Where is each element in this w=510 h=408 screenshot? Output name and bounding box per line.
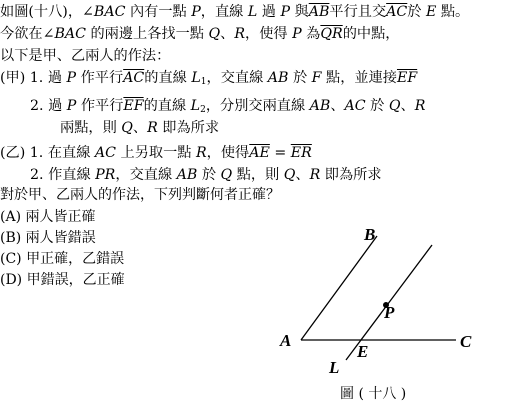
text-frag: 於 <box>288 70 312 86</box>
line-label: L <box>247 4 258 20</box>
label-a: A <box>280 331 292 350</box>
point-label: Q <box>208 26 221 42</box>
method-yi-step-1 <box>0 143 312 163</box>
option-text: 甲錯誤，乙正確 <box>26 272 125 288</box>
subscript: 2 <box>200 105 206 115</box>
line-label: L <box>190 98 201 114</box>
option-text: 兩人皆錯誤 <box>25 230 96 246</box>
method-label: (甲) 1. <box>0 70 44 86</box>
option-d[interactable] <box>0 270 125 290</box>
step-label: 2. <box>30 98 44 114</box>
text-frag: 兩點，則 <box>60 120 122 136</box>
segment-label: $\overline{AE}$ <box>249 145 270 161</box>
segment-label: $\overline{AC}$ <box>386 4 408 20</box>
point-label: R <box>414 98 426 114</box>
option-b[interactable] <box>0 228 96 248</box>
text-frag: 、 <box>220 26 235 42</box>
label-e: E <box>357 342 369 361</box>
method-label: (乙) 1. <box>0 145 44 161</box>
point-label: P <box>66 98 77 114</box>
option-c[interactable] <box>0 249 124 269</box>
text-frag: 點。 <box>436 4 470 20</box>
angle-label: BAC <box>93 4 126 20</box>
point-label: R <box>195 145 207 161</box>
text-frag: 、 <box>400 98 415 114</box>
text-frag: 即為所求 <box>320 167 382 183</box>
point-label: Q <box>283 167 296 183</box>
point-label: P <box>292 26 302 42</box>
point-label: Q <box>121 120 133 136</box>
segment-label: $\overline{QR}$ <box>320 26 343 42</box>
text-frag: 平行且交 <box>329 4 387 20</box>
option-label: (B) <box>0 230 22 246</box>
methods-intro: 以下是甲、乙兩人的作法： <box>0 48 171 64</box>
label-l: L <box>329 358 340 377</box>
text-frag: 的直線 <box>143 98 191 114</box>
point-label: Q <box>220 167 233 183</box>
option-text: 甲正確，乙錯誤 <box>26 251 125 267</box>
text-frag: ，交直線 <box>206 70 268 86</box>
text-frag: ，直線 <box>200 4 248 20</box>
text-frag: 即為所求 <box>157 120 220 136</box>
line-label: AB <box>267 70 289 86</box>
segment-label: $\overline{ER}$ <box>290 145 312 161</box>
line-label: AB <box>176 167 198 183</box>
problem-goal-line <box>0 24 399 44</box>
text-frag: 上另取一點 <box>116 145 196 161</box>
text-frag: 過 <box>257 4 281 20</box>
text-frag: 為 <box>301 26 321 42</box>
point-label: R <box>234 26 246 42</box>
text-frag: 點，則 <box>232 167 284 183</box>
point-label: R <box>309 167 321 183</box>
point-label: P <box>191 4 201 20</box>
label-c: C <box>460 332 472 351</box>
text-frag: 於 <box>197 167 221 183</box>
text-frag: ，使得 <box>245 26 293 42</box>
text-frag: 今欲在∠ <box>0 26 55 42</box>
problem-intro-line <box>0 2 469 22</box>
text-frag: 、 <box>295 167 310 183</box>
point-label: E <box>425 4 437 20</box>
text-frag: ，使得 <box>206 145 250 161</box>
text-frag: 作直線 <box>48 167 96 183</box>
method-jia-step-2-cont <box>60 118 219 138</box>
line-label: L <box>191 70 201 86</box>
figure-caption: 圖 ( 十八 ) <box>340 386 407 402</box>
point-label: F <box>311 70 322 86</box>
step-label: 2. <box>30 167 44 183</box>
text-frag: ，分別交兩直線 <box>205 98 310 114</box>
point-label: P <box>66 70 77 86</box>
text-frag: 在直線 <box>47 145 95 161</box>
method-jia-step-2 <box>30 96 425 116</box>
point-label: R <box>147 120 158 136</box>
text-frag: 的兩邊上各找一點 <box>85 26 209 42</box>
text-frag: 於 <box>407 4 426 20</box>
angle-label: BAC <box>54 26 86 42</box>
text-frag: 作平行 <box>76 70 124 86</box>
segment-label: $\overline{EF}$ <box>123 98 144 114</box>
option-label: (A) <box>0 209 22 225</box>
point-label: P <box>280 4 291 20</box>
text-frag: 於 <box>365 98 389 114</box>
line-label: AB <box>309 98 331 114</box>
line-label: PR <box>95 167 116 183</box>
label-b: B <box>364 225 376 244</box>
text-frag: 的中點， <box>342 26 400 42</box>
label-p: P <box>384 303 395 322</box>
option-text: 兩人皆正確 <box>25 209 96 225</box>
geometry-figure <box>272 222 508 408</box>
text-frag: 與 <box>290 4 309 20</box>
text-frag: 過 <box>47 70 67 86</box>
option-label: (D) <box>0 272 23 288</box>
text-frag: 點，並連接 <box>321 70 397 86</box>
text-frag: 過 <box>48 98 67 114</box>
method-yi-step-2 <box>30 165 382 185</box>
subscript: 1 <box>200 77 207 87</box>
text-frag: 、 <box>132 120 148 136</box>
method-jia-step-1 <box>0 68 417 88</box>
text-frag: 的直線 <box>144 70 192 86</box>
text-frag: 、 <box>330 98 345 114</box>
line-label: AC <box>94 145 117 161</box>
text-frag: 如圖(十八)，∠ <box>0 4 94 20</box>
option-label: (C) <box>0 251 22 267</box>
point-label: Q <box>388 98 401 114</box>
question-prompt: 對於甲、乙兩人的作法，下列判斷何者正確？ <box>0 187 280 203</box>
option-a[interactable] <box>0 207 96 227</box>
text-frag: 內有一點 <box>125 4 192 20</box>
ray-ab <box>301 236 377 340</box>
segment-label: $\overline{EF}$ <box>396 70 418 86</box>
text-frag: = <box>269 145 291 161</box>
segment-label: $\overline{AC}$ <box>123 70 145 86</box>
segment-label: $\overline{AB}$ <box>308 4 330 20</box>
text-frag: ，交直線 <box>115 167 177 183</box>
line-label: AC <box>344 98 366 114</box>
text-frag: 作平行 <box>76 98 124 114</box>
